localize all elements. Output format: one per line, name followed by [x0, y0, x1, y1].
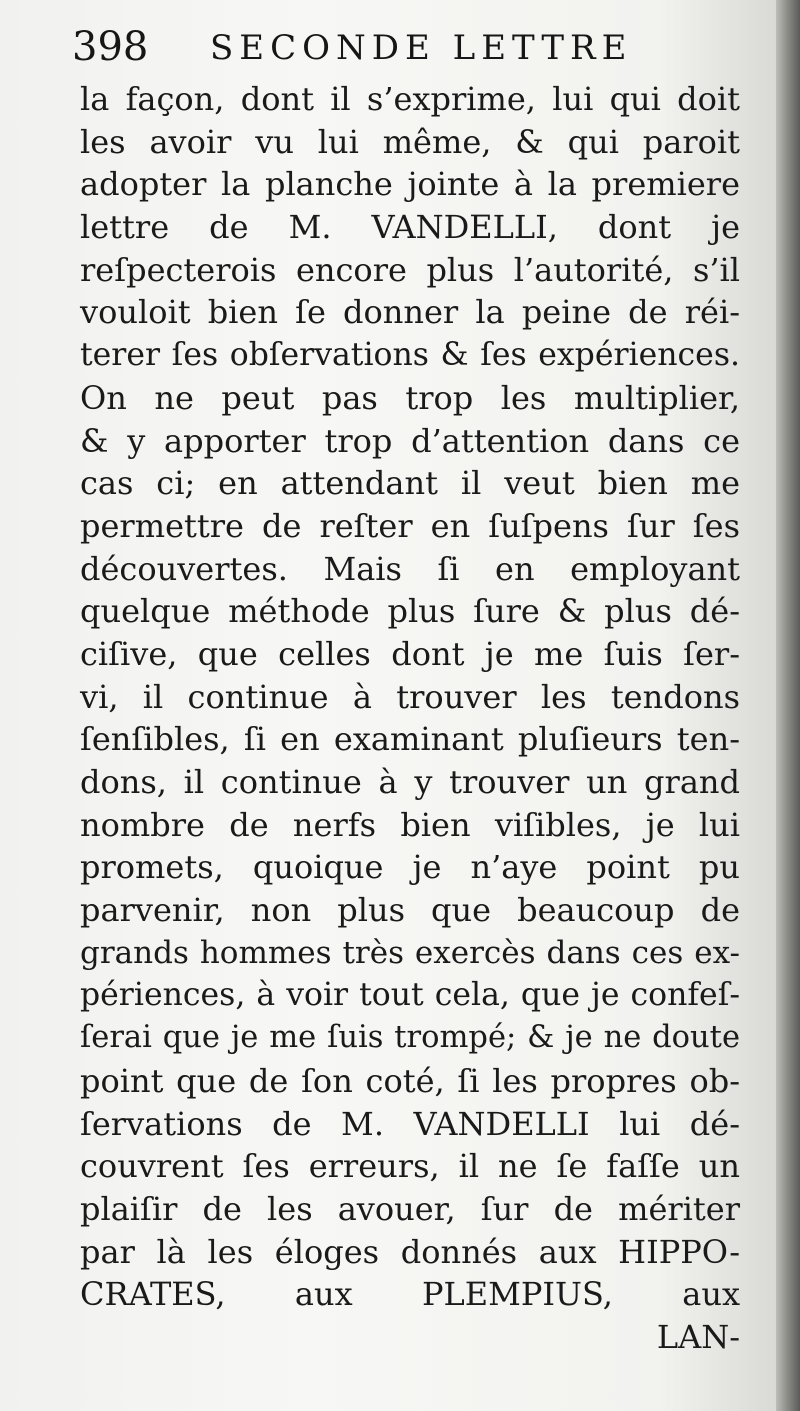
- text-line: par là les éloges donnés aux HIPPO-: [80, 1232, 740, 1271]
- text-line: cas ci; en attendant il veut bien me: [80, 464, 740, 503]
- page-number: 398: [72, 24, 149, 70]
- text-line: point que de ſon coté, ſi les propres ob-: [80, 1061, 740, 1100]
- text-line: promets, quoique je n’aye point pu: [80, 848, 740, 887]
- text-line: ſervations de M. VANDELLI lui dé-: [80, 1104, 740, 1143]
- text-line: périences, à voir tout cela, que je confeſ-: [80, 977, 740, 1014]
- running-head: [72, 18, 762, 80]
- text-line: & y apporter trop d’attention dans ce: [80, 421, 740, 460]
- text-line: permettre de reſter en ſuſpens ſur ſes: [80, 506, 740, 545]
- text-line: On ne peut pas trop les multiplier,: [80, 378, 740, 417]
- text-line: couvrent ſes erreurs, il ne ſe faſſe un: [80, 1147, 740, 1186]
- text-line: vouloit bien ſe donner la peine de réi-: [80, 293, 740, 332]
- text-line: dons, il continue à y trouver un grand: [80, 763, 740, 801]
- text-line: découvertes. Mais ſi en employant: [80, 549, 740, 588]
- catchword: LAN-: [656, 1317, 740, 1356]
- text-line: ſenſibles, ſi en examinant pluſieurs ten-: [80, 720, 740, 759]
- running-title: SECONDE LETTRE: [210, 28, 633, 68]
- text-line: terer ſes obſervations & ſes expériences.: [80, 337, 740, 374]
- text-line: parvenir, non plus que beaucoup de: [80, 891, 740, 930]
- text-line: reſpecterois encore plus l’autorité, s’il: [80, 250, 740, 289]
- text-line: la façon, dont il s’exprime, lui qui doit: [80, 80, 740, 118]
- text-line: plaiſir de les avouer, ſur de mériter: [80, 1189, 740, 1228]
- text-line: lettre de M. VANDELLI, dont je: [80, 208, 740, 247]
- text-line: nombre de nerfs bien viſibles, je lui: [80, 805, 740, 844]
- text-line: grands hommes très exercès dans ces ex-: [80, 934, 740, 971]
- text-line: ciſive, que celles dont je me ſuis ſer-: [80, 634, 740, 673]
- body-text: [80, 78, 740, 1359]
- text-line: vi, il continue à trouver les tendons: [80, 677, 740, 716]
- text-line: CRATES, aux PLEMPIUS, aux: [80, 1275, 740, 1314]
- text-line: ſerai que je me ſuis trompé; & je ne doute: [80, 1020, 740, 1056]
- page-gutter-shadow: [776, 0, 800, 1411]
- text-line: adopter la planche jointe à la premiere: [80, 165, 740, 204]
- text-line: les avoir vu lui même, & qui paroit: [80, 122, 740, 161]
- text-line: quelque méthode plus ſure & plus dé-: [80, 592, 740, 631]
